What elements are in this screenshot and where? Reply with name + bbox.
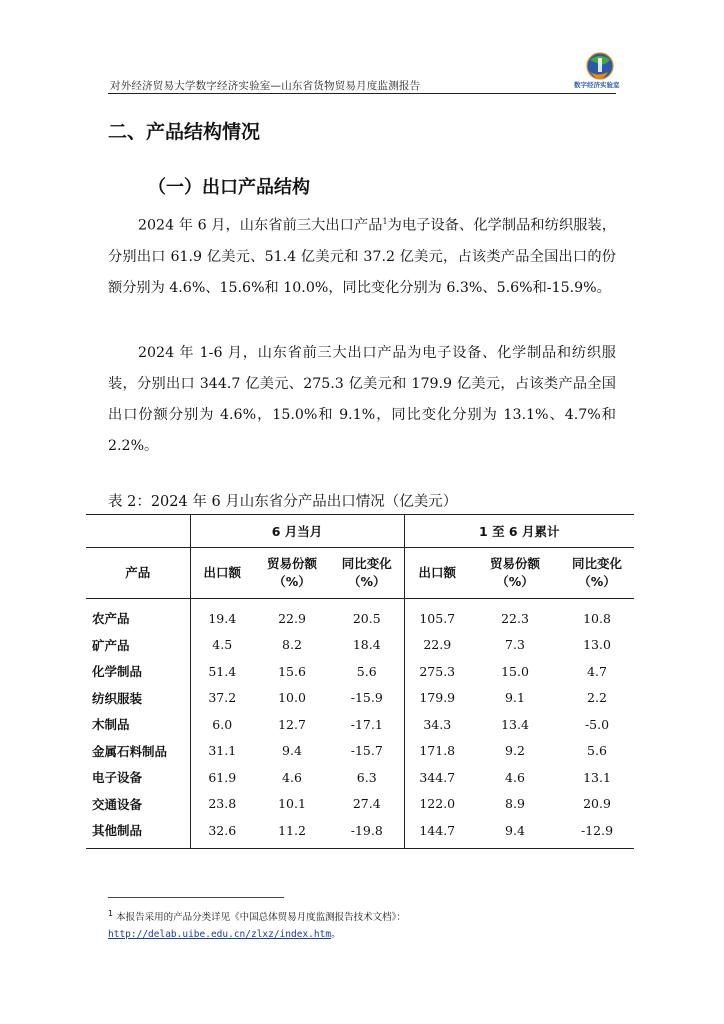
cell-month-yoy: -17.1 [350, 716, 383, 732]
cell-ytd-yoy: -5.0 [584, 716, 610, 732]
cell-month-share: 4.6 [282, 769, 302, 785]
cell-ytd-yoy: 20.9 [583, 796, 611, 812]
header-ytd-export [404, 548, 470, 599]
cell-ytd-export: 105.7 [404, 599, 470, 632]
header-product: 产品 [86, 548, 190, 599]
header-month-yoy-unit: （%） [347, 574, 386, 589]
cell-product: 矿产品 [92, 637, 130, 653]
cell-month-export: 4.5 [190, 632, 254, 659]
header-month-export [190, 548, 254, 599]
header-month-share-label: 贸易份额 [266, 556, 317, 571]
cell-product: 农产品 [92, 611, 130, 627]
subsection-title: （一）出口产品结构 [148, 177, 310, 198]
cell-month-yoy: -15.7 [350, 743, 383, 759]
footnote-divider [108, 897, 284, 898]
cell-month-yoy: 20.5 [352, 610, 381, 626]
cell-month-export: 6.0 [190, 711, 254, 738]
cell-month-export: 37.2 [190, 685, 254, 712]
cell-month-yoy: -15.9 [350, 690, 383, 706]
cell-ytd-share: 9.2 [505, 743, 525, 759]
paragraph-june [108, 206, 616, 304]
cell-month-export: 23.8 [190, 791, 254, 818]
paragraph-ytd: 2024 年 1-6 月，山东省前三大出口产品为电子设备、化学制品和纺织服装，分别出口 344.7 亿美元、275.3 亿美元和 179.9 亿美元，占该类产品全国出口份额分别为 4.6%，15.0%和 9.1%，同比变化分别为 13.1%、4.7%和 2.2%。 [108, 345, 616, 454]
logo-caption: 数字经济实验室 [574, 81, 620, 89]
table-row [86, 738, 634, 765]
table-row [86, 711, 634, 738]
cell-ytd-share: 4.6 [505, 769, 525, 785]
cell-ytd-share: 7.3 [505, 637, 525, 653]
cell-ytd-share: 22.3 [501, 610, 529, 626]
cell-product: 其他制品 [86, 817, 190, 848]
cell-ytd-share: 13.4 [501, 716, 529, 732]
header-ytd-export-label: 出口额 [418, 565, 456, 580]
cell-ytd-yoy: 5.6 [587, 743, 607, 759]
cell-ytd-export: 171.8 [404, 738, 470, 765]
cell-product: 金属石料制品 [92, 743, 168, 759]
header-ytd-yoy [560, 548, 634, 599]
cell-month-export: 51.4 [190, 658, 254, 685]
cell-ytd-export: 275.3 [404, 658, 470, 685]
header-month-share-unit: （%） [273, 574, 311, 589]
footnote-text: 本报告采用的产品分类详见《中国总体贸易月度监测报告技术文档》： [116, 912, 406, 924]
header-month-yoy-label: 同比变化 [341, 556, 392, 571]
header-ytd-yoy-unit: （%） [578, 574, 616, 589]
cell-product: 木制品 [92, 717, 130, 733]
cell-ytd-export: 344.7 [404, 764, 470, 791]
cell-product: 交通设备 [92, 796, 143, 812]
section-title: 二、产品结构情况 [108, 121, 261, 143]
cell-ytd-share: 9.1 [505, 690, 525, 706]
cell-ytd-export: 22.9 [404, 632, 470, 659]
cell-ytd-export: 34.3 [404, 711, 470, 738]
table-row [86, 658, 634, 685]
export-table [86, 514, 634, 849]
cell-month-export: 31.1 [190, 738, 254, 765]
table-row [86, 791, 634, 818]
cell-ytd-yoy: 10.8 [583, 610, 611, 626]
cell-ytd-export: 179.9 [404, 685, 470, 712]
header-empty [86, 515, 190, 548]
cell-month-share: 9.4 [282, 743, 302, 759]
page-header [108, 70, 620, 94]
cell-month-export: 61.9 [190, 764, 254, 791]
cell-ytd-yoy: 2.2 [587, 690, 607, 706]
cell-ytd-export: 144.7 [404, 817, 470, 848]
header-divider [108, 93, 616, 94]
cell-ytd-export: 122.0 [404, 791, 470, 818]
cell-month-share: 8.2 [282, 637, 302, 653]
cell-month-share: 15.6 [278, 663, 306, 679]
cell-month-share: 12.7 [278, 716, 306, 732]
header-ytd-share [470, 548, 560, 599]
cell-product: 纺织服装 [92, 690, 143, 706]
cell-month-yoy: 5.6 [356, 663, 377, 679]
cell-month-yoy: -19.8 [330, 817, 404, 848]
table-row [86, 599, 634, 632]
cell-month-yoy: 27.4 [352, 796, 381, 812]
header-month-share [254, 548, 330, 599]
table-caption: 表 2：2024 年 6 月山东省分产品出口情况（亿美元） [108, 494, 458, 510]
cell-month-yoy: 6.3 [356, 769, 377, 785]
cell-ytd-yoy: -12.9 [560, 817, 634, 848]
table-row [86, 764, 634, 791]
header-group-ytd: 1 至 6 月累计 [404, 515, 634, 548]
cell-ytd-share: 15.0 [501, 663, 529, 679]
cell-month-yoy: 18.4 [352, 637, 381, 653]
cell-ytd-yoy: 4.7 [587, 663, 607, 679]
cell-month-share: 11.2 [254, 817, 330, 848]
header-ytd-yoy-label: 同比变化 [571, 556, 622, 571]
footnote-link-suffix: 。 [331, 929, 341, 941]
header-month-yoy [330, 548, 404, 599]
cell-month-export: 19.4 [190, 599, 254, 632]
cell-product: 电子设备 [92, 770, 143, 786]
header-group-month: 6 月当月 [190, 515, 404, 548]
table-row [86, 685, 634, 712]
footnote [108, 905, 406, 943]
footnote-ref: 1 [382, 217, 388, 226]
cell-ytd-share: 9.4 [470, 817, 560, 848]
cell-month-export: 32.6 [190, 817, 254, 848]
cell-ytd-yoy: 13.1 [583, 769, 611, 785]
header-ytd-share-label: 贸易份额 [489, 556, 540, 571]
cell-product: 化学制品 [92, 664, 143, 680]
header-title: 对外经济贸易大学数字经济实验室—山东省货物贸易月度监测报告 [110, 80, 421, 92]
header-ytd-share-unit: （%） [496, 574, 534, 589]
cell-month-share: 10.1 [278, 796, 306, 812]
footnote-link[interactable]: http://delab.uibe.edu.cn/zlxz/index.htm [108, 929, 332, 941]
header-month-export-label: 出口额 [203, 565, 241, 580]
paragraph-june-lead: 2024 年 6 月，山东省前三大出口产品 [138, 217, 383, 234]
paragraph-june-body: 为电子设备、化学制品和纺织服装，分别出口 61.9 亿美元、51.4 亿美元和 37.2 亿美元，占该类产品全国出口的份额分别为 4.6%、15.6%和 10.0%，同比变化分别为 6.3%、5.6%和-15.9%。 [108, 217, 616, 296]
cell-ytd-yoy: 13.0 [583, 637, 611, 653]
cell-month-share: 22.9 [278, 610, 306, 626]
table-row [86, 817, 634, 848]
table-row [86, 632, 634, 659]
footnote-marker: 1 [108, 909, 114, 918]
cell-ytd-share: 8.9 [505, 796, 525, 812]
cell-month-share: 10.0 [278, 690, 306, 706]
